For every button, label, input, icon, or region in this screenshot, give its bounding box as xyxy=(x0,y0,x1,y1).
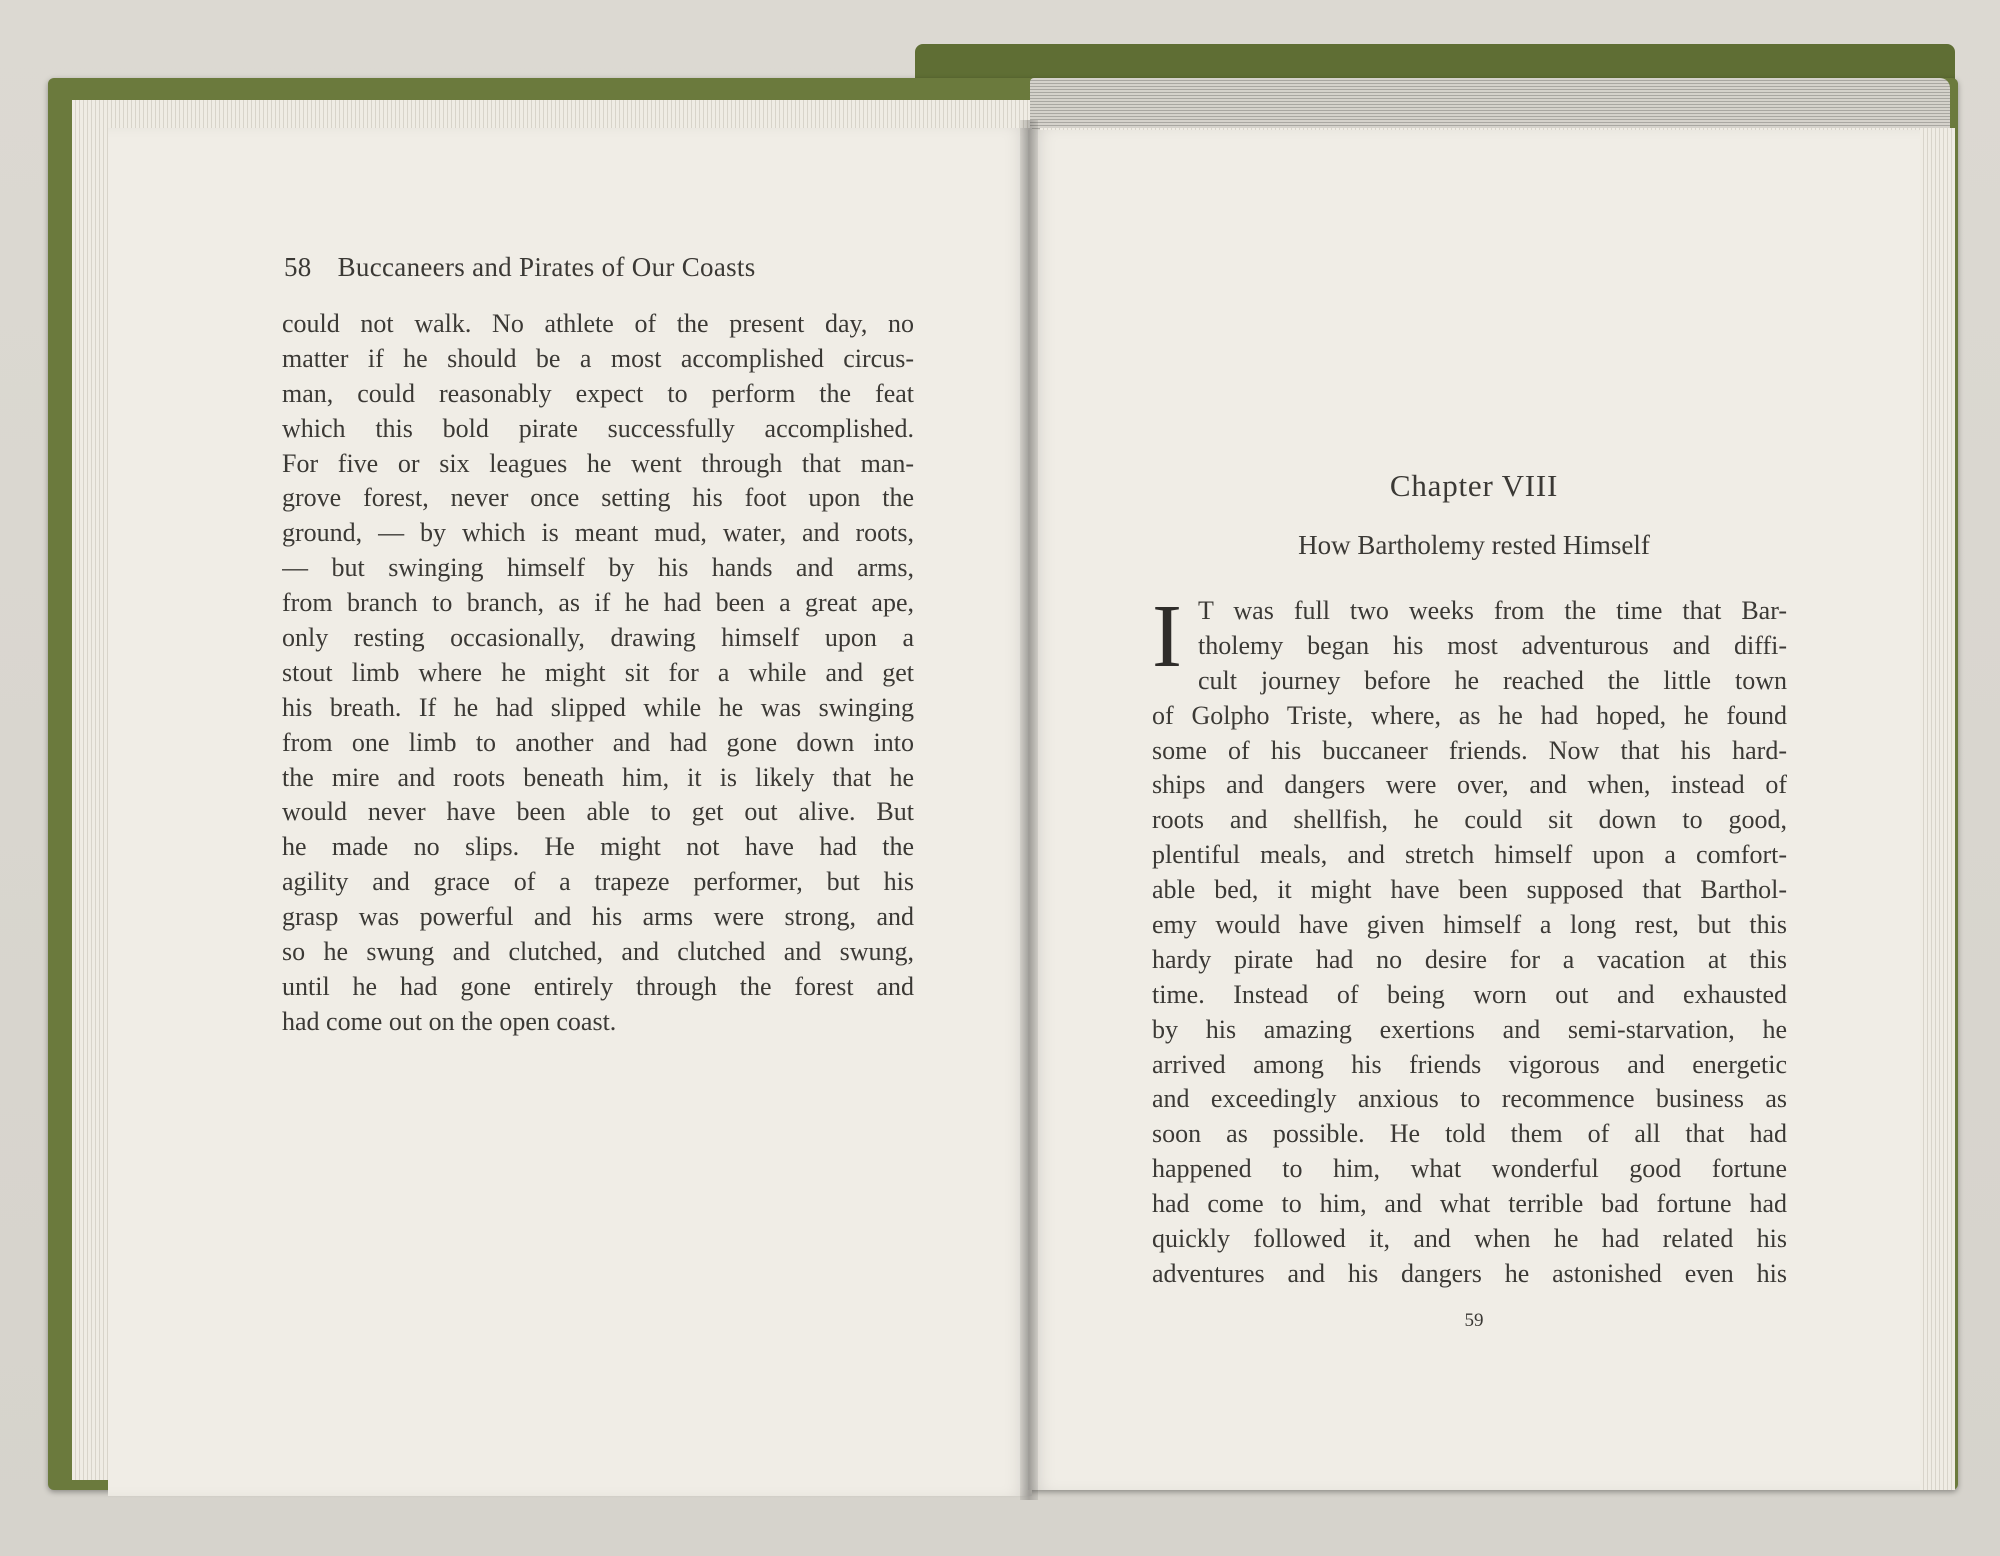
text-line: T was full two weeks from the time that Bar- xyxy=(1198,596,1787,625)
text-line: ground, — by which is meant mud, water, and roots, xyxy=(282,518,914,548)
text-line: happened to him, what wonderful good fortune xyxy=(1152,1154,1787,1184)
left-page-number: 58 xyxy=(284,252,312,282)
text-line: until he had gone entirely through the forest and xyxy=(282,971,914,1001)
text-line: arrived among his friends vigorous and energetic xyxy=(1152,1049,1787,1079)
text-line: ships and dangers were over, and when, instead of xyxy=(1152,770,1787,800)
text-line: roots and shellfish, he could sit down to good, xyxy=(1152,805,1787,835)
text-line: which this bold pirate successfully accomplished. xyxy=(282,413,914,443)
right-page xyxy=(1028,130,1920,1490)
text-line: adventures and his dangers he astonished even his xyxy=(1152,1258,1787,1288)
text-line: could not walk. No athlete of the present day, no xyxy=(282,309,914,338)
text-line: hardy pirate had no desire for a vacation at this xyxy=(1152,944,1787,974)
book-gutter xyxy=(1020,120,1038,1500)
text-line: the mire and roots beneath him, it is likely that he xyxy=(282,762,914,792)
right-page-text xyxy=(1152,587,1787,1292)
text-line: his breath. If he had slipped while he was swinging xyxy=(282,692,914,722)
left-page-text xyxy=(282,307,914,1040)
text-line: only resting occasionally, drawing himself upon a xyxy=(282,623,914,653)
running-head-title: Buccaneers and Pirates of Our Coasts xyxy=(337,252,756,282)
text-line: able bed, it might have been supposed that Barthol- xyxy=(1152,875,1787,905)
text-line: he made no slips. He might not have had the xyxy=(282,832,914,862)
text-line: — but swinging himself by his hands and arms, xyxy=(282,553,914,583)
text-line: grasp was powerful and his arms were strong, and xyxy=(282,902,914,932)
text-line: matter if he should be a most accomplished circus- xyxy=(282,343,914,373)
text-line: For five or six leagues he went through that man- xyxy=(282,448,914,478)
text-line: would never have been able to get out alive. But xyxy=(282,797,914,827)
text-line: emy would have given himself a long rest, but this xyxy=(1152,910,1787,940)
text-line: grove forest, never once setting his foot upon the xyxy=(282,483,914,513)
text-line: some of his buccaneer friends. Now that his hard- xyxy=(1152,735,1787,765)
chapter-subtitle: How Bartholemy rested Himself xyxy=(1298,530,1650,560)
text-line: cult journey before he reached the little town xyxy=(1198,665,1787,695)
text-line: by his amazing exertions and semi-starvation, he xyxy=(1152,1014,1787,1044)
text-line: quickly followed it, and when he had related his xyxy=(1152,1224,1787,1254)
text-line: had come out on the open coast. xyxy=(282,1006,617,1036)
text-line: from one limb to another and had gone down into xyxy=(282,727,914,757)
running-head xyxy=(284,252,756,283)
left-page xyxy=(108,128,1032,1496)
right-page-number: 59 xyxy=(1464,1310,1484,1331)
text-line: time. Instead of being worn out and exhausted xyxy=(1152,979,1787,1009)
text-line: had come to him, and what terrible bad fortune had xyxy=(1152,1189,1787,1219)
text-line: stout limb where he might sit for a while and get xyxy=(282,657,914,687)
drop-cap: I xyxy=(1152,587,1182,686)
text-line: plentiful meals, and stretch himself upon a comfort- xyxy=(1152,840,1787,870)
text-line: of Golpho Triste, where, as he had hoped, he found xyxy=(1152,700,1787,730)
chapter-title: Chapter VIII xyxy=(1389,468,1559,503)
text-line: tholemy began his most adventurous and diffi- xyxy=(1198,630,1787,660)
text-line: from branch to branch, as if he had been a great ape, xyxy=(282,588,914,618)
text-line: so he swung and clutched, and clutched and swung, xyxy=(282,937,914,967)
text-line: soon as possible. He told them of all that had xyxy=(1152,1119,1787,1149)
text-line: agility and grace of a trapeze performer, but his xyxy=(282,867,914,897)
text-line: and exceedingly anxious to recommence business as xyxy=(1152,1084,1787,1114)
text-line: man, could reasonably expect to perform the feat xyxy=(282,378,914,408)
